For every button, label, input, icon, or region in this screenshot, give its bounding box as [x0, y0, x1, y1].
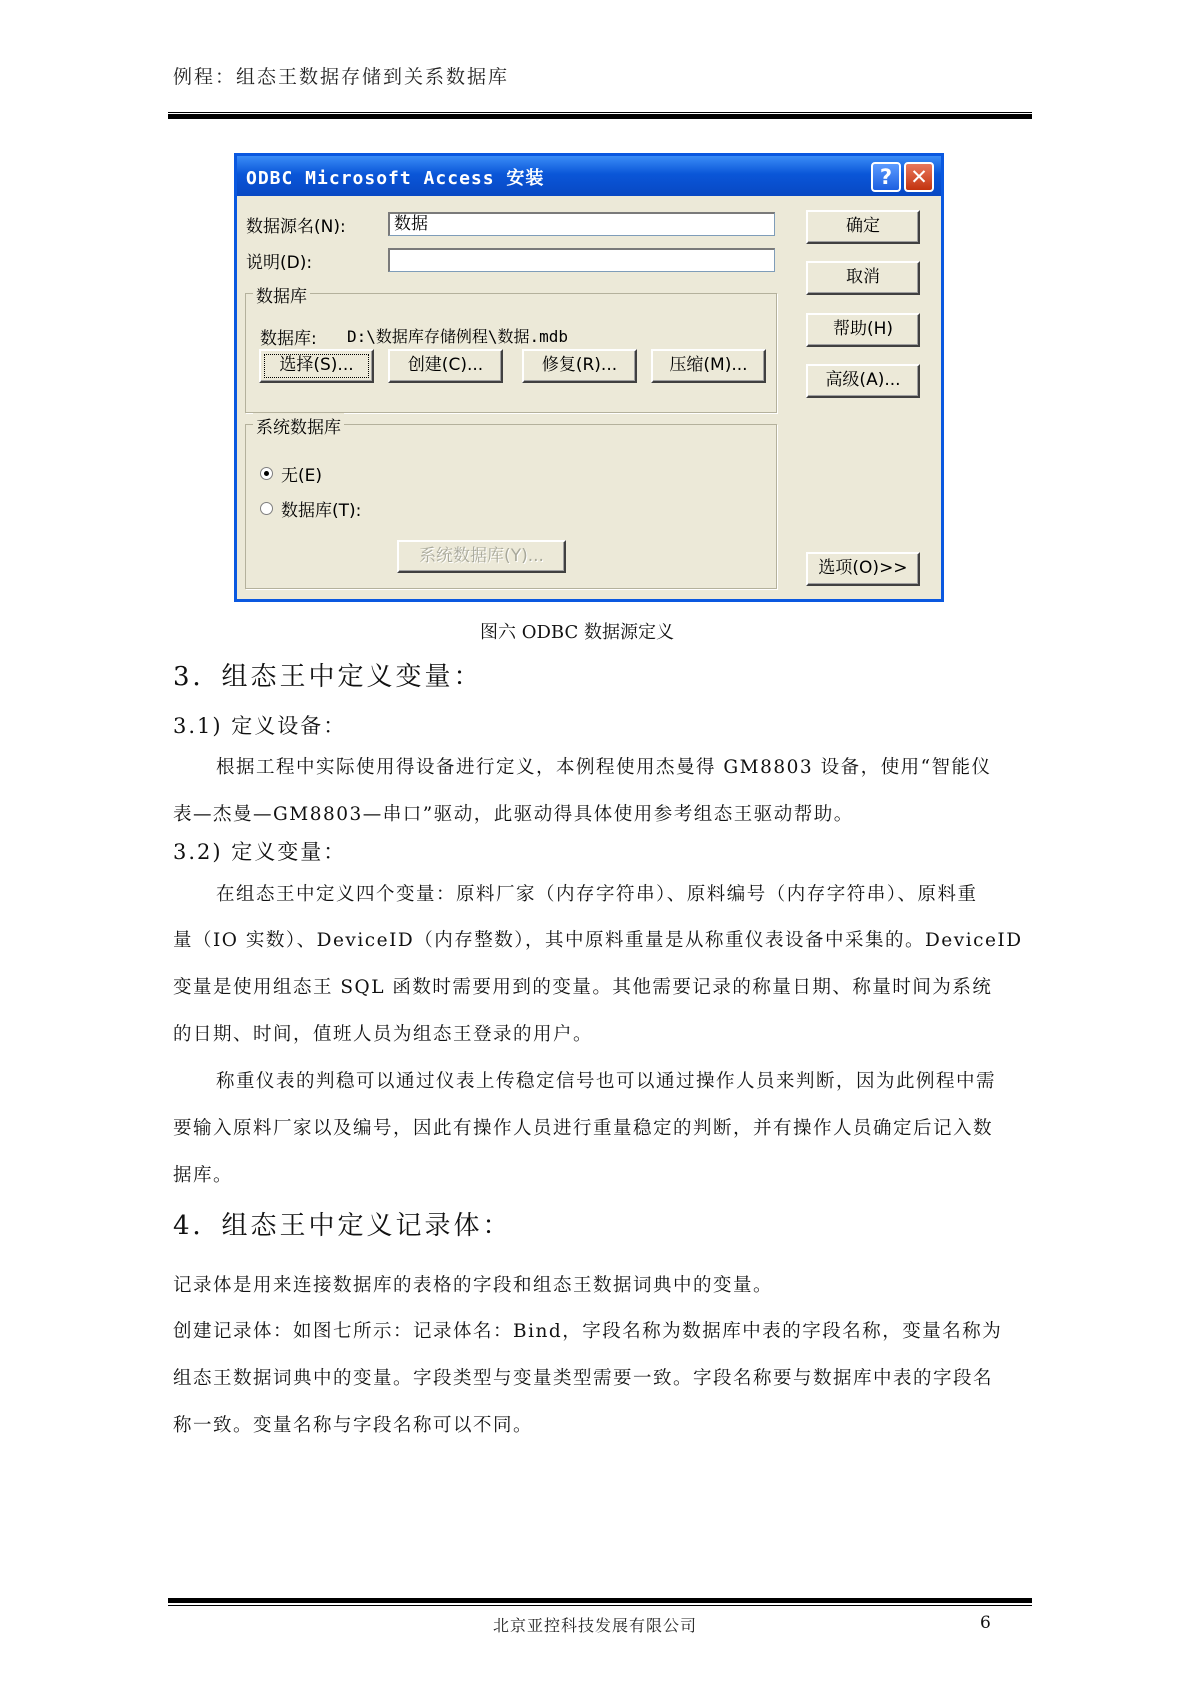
page-number: 6 [980, 1613, 991, 1633]
system-db-button[interactable]: 系统数据库(Y)... [397, 540, 566, 573]
description-label: 说明(D): [246, 253, 313, 273]
paragraph-line: 称一致。变量名称与字段名称可以不同。 [173, 1415, 534, 1436]
dialog-title: ODBC Microsoft Access 安装 [246, 168, 545, 189]
paragraph-line: 记录体是用来连接数据库的表格的字段和组态王数据词典中的变量。 [173, 1275, 774, 1296]
help-icon[interactable]: ? [871, 162, 901, 192]
paragraph-line: 表—杰曼—GM8803—串口”驱动，此驱动得具体使用参考组态王驱动帮助。 [173, 804, 854, 825]
dsn-input[interactable]: 数据 [388, 212, 775, 236]
section-3-heading: 3．组态王中定义变量： [173, 662, 483, 692]
options-button[interactable]: 选项(O)>> [806, 552, 920, 586]
compact-button[interactable]: 压缩(M)... [651, 349, 766, 383]
ok-button[interactable]: 确定 [806, 210, 920, 244]
close-icon[interactable]: ✕ [904, 162, 934, 192]
header-title: 例程：组态王数据存储到关系数据库 [173, 66, 510, 88]
create-button[interactable]: 创建(C)... [388, 349, 503, 383]
header-rule [168, 114, 1032, 119]
paragraph-line: 的日期、时间，值班人员为组态王登录的用户。 [173, 1024, 594, 1045]
database-group-label: 数据库 [253, 282, 310, 307]
db-path-value: D:\数据库存储例程\数据.mdb [347, 327, 569, 346]
radio-none-label: 无(E) [281, 466, 323, 486]
paragraph-line: 要输入原料厂家以及编号，因此有操作人员进行重量稳定的判断，并有操作人员确定后记入数 [173, 1118, 994, 1139]
description-input[interactable] [388, 248, 775, 272]
paragraph-line: 根据工程中实际使用得设备进行定义，本例程使用杰曼得 GM8803 设备，使用“智能仪 [216, 757, 992, 778]
radio-database-label: 数据库(T): [281, 501, 362, 521]
figure-caption: 图六 ODBC 数据源定义 [480, 622, 674, 643]
footer-rule [168, 1598, 1032, 1603]
paragraph-line: 称重仪表的判稳可以通过仪表上传稳定信号也可以通过操作人员来判断，因为此例程中需 [216, 1071, 997, 1092]
dialog-titlebar[interactable] [237, 156, 941, 196]
section-3-2-heading: 3.2) 定义变量： [173, 840, 347, 864]
paragraph-line: 组态王数据词典中的变量。字段类型与变量类型需要一致。字段名称要与数据库中表的字段名 [173, 1368, 994, 1389]
dsn-label: 数据源名(N): [246, 217, 346, 237]
paragraph-line: 量（IO 实数）、DeviceID（内存整数），其中原料重量是从称重仪表设备中采集的。DeviceID [173, 930, 1023, 951]
help-button[interactable]: 帮助(H) [806, 313, 920, 347]
db-path-label: 数据库: [260, 329, 317, 349]
paragraph-line: 变量是使用组态王 SQL 函数时需要用到的变量。其他需要记录的称量日期、称量时间为系统 [173, 977, 993, 998]
cancel-button[interactable]: 取消 [806, 261, 920, 295]
paragraph-line: 创建记录体：如图七所示：记录体名：Bind，字段名称为数据库中表的字段名称，变量名称为 [173, 1321, 1003, 1342]
radio-database[interactable] [260, 502, 273, 515]
repair-button[interactable]: 修复(R)... [522, 349, 637, 383]
system-db-group-label: 系统数据库 [253, 413, 344, 438]
advanced-button[interactable]: 高级(A)... [806, 364, 920, 398]
radio-selected-dot [264, 471, 269, 476]
select-button[interactable]: 选择(S)... [259, 349, 374, 383]
footer-company: 北京亚控科技发展有限公司 [492, 1616, 697, 1635]
paragraph-line: 据库。 [173, 1165, 234, 1186]
footer-rule-thin [168, 1605, 1032, 1606]
odbc-dialog [234, 153, 944, 602]
header-rule-thin [168, 112, 1032, 113]
paragraph-line: 在组态王中定义四个变量：原料厂家（内存字符串）、原料编号（内存字符串）、原料重 [216, 884, 978, 905]
section-3-1-heading: 3.1) 定义设备： [173, 714, 347, 738]
radio-none[interactable] [260, 467, 273, 480]
section-4-heading: 4．组态王中定义记录体： [173, 1211, 512, 1241]
